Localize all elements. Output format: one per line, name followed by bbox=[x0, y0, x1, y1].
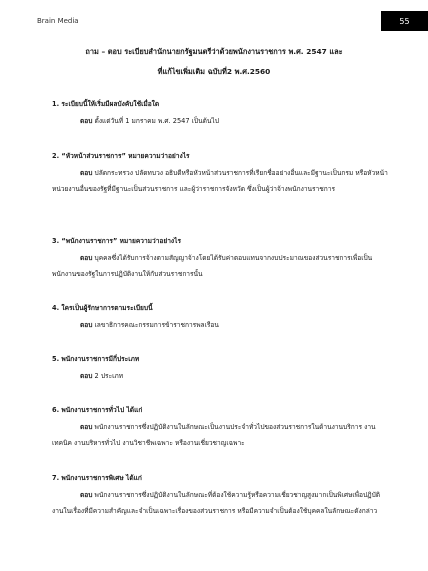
answer-5-text: 2 ประเภท bbox=[94, 371, 124, 380]
answer-6-text: พนักงานราชการซึ่งปฏิบัติงานในลักษณะเป็นงานประจำทั่วไปของส่วนราชการในด้านงานบริการ งานเทคนิค งานบริหารทั่วไป งานวิชาชีพเฉพาะ หรืองานเชี่ยวชาญเฉพาะ bbox=[52, 422, 376, 447]
answer-1-text: ตั้งแต่วันที่ 1 มกราคม พ.ศ. 2547 เป็นต้นไป bbox=[94, 116, 219, 125]
qa-item-1 bbox=[52, 96, 388, 129]
answer-label: ตอบ bbox=[80, 422, 93, 431]
answer-label: ตอบ bbox=[80, 371, 93, 380]
page-number: 55 bbox=[381, 11, 428, 31]
qa-item-5 bbox=[52, 351, 388, 384]
answer-7-text: พนักงานราชการซึ่งปฏิบัติงานในลักษณะที่ต้องใช้ความรู้หรือความเชี่ยวชาญสูงมากเป็นพิเศษเพื่อปฏิบัติงานในเรื่องที่มีความสำคัญและจำเป็นเฉพาะเรื่องของส่วนราชการ หรือมีความจำเป็นต้องใช้บุคคลในลักษณะดังกล่าว bbox=[52, 490, 381, 515]
answer-2-text: ปลัดกระทรวง ปลัดทบวง อธิบดีหรือหัวหน้าส่วนราชการที่เรียกชื่ออย่างอื่นและมีฐานะเป็นกรม หรือหัวหน้าหน่วยงานอื่นของรัฐที่มีฐานะเป็นส่วนราชการ และผู้ว่าราชการจังหวัด ซึ่งเป็นผู้ว่าจ้างพนักงานราชการ bbox=[52, 168, 388, 193]
answer-4 bbox=[52, 317, 388, 334]
title-line-2: ที่แก้ไขเพิ่มเติม ฉบับที่2 พ.ศ.2560 bbox=[157, 67, 271, 76]
answer-2 bbox=[52, 165, 388, 198]
answer-label: ตอบ bbox=[80, 253, 93, 262]
qa-item-7 bbox=[52, 470, 388, 520]
header-brand: Brain Media bbox=[37, 17, 79, 25]
question-4: 4. ใครเป็นผู้รักษาการตามระเบียบนี้ bbox=[52, 304, 153, 312]
answer-label: ตอบ bbox=[80, 116, 93, 125]
qa-item-4 bbox=[52, 300, 388, 333]
answer-6 bbox=[52, 419, 388, 452]
question-6: 6. พนักงานราชการทั่วไป ได้แก่ bbox=[52, 406, 143, 414]
answer-3-text: บุคคลซึ่งได้รับการจ้างตามสัญญาจ้างโดยได้รับค่าตอบแทนจากงบประมาณของส่วนราชการเพื่อเป็นพนักงานของรัฐในการปฏิบัติงานให้กับส่วนราชการนั้น bbox=[52, 253, 373, 278]
qa-item-3 bbox=[52, 233, 388, 283]
document-title bbox=[40, 42, 388, 82]
answer-label: ตอบ bbox=[80, 320, 93, 329]
question-7: 7. พนักงานราชการพิเศษ ได้แก่ bbox=[52, 474, 142, 482]
question-5: 5. พนักงานราชการมีกี่ประเภท bbox=[52, 355, 140, 363]
question-3: 3. “พนักงานราชการ” หมายความว่าอย่างไร bbox=[52, 237, 182, 245]
answer-label: ตอบ bbox=[80, 168, 93, 177]
answer-1 bbox=[52, 113, 388, 130]
answer-3 bbox=[52, 250, 388, 283]
title-line-1: ถาม – ตอบ ระเบียบสำนักนายกรัฐมนตรีว่าด้วยพนักงานราชการ พ.ศ. 2547 และ bbox=[85, 47, 343, 56]
qa-item-6 bbox=[52, 402, 388, 452]
answer-label: ตอบ bbox=[80, 490, 93, 499]
question-2: 2. “หัวหน้าส่วนราชการ” หมายความว่าอย่างไร bbox=[52, 152, 190, 160]
answer-7 bbox=[52, 487, 388, 520]
question-1: 1. ระเบียบนี้ให้เริ่มมีผลบังคับใช้เมื่อใด bbox=[52, 100, 160, 108]
qa-item-2 bbox=[52, 148, 388, 198]
answer-5 bbox=[52, 368, 388, 385]
answer-4-text: เลขาธิการคณะกรรมการข้าราชการพลเรือน bbox=[94, 320, 219, 329]
